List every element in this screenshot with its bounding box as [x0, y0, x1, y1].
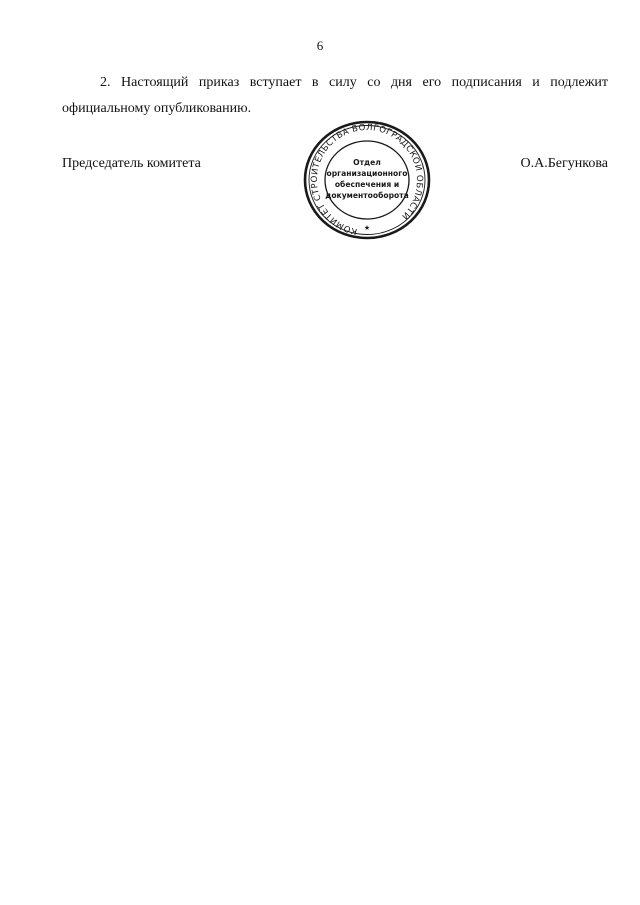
official-stamp — [297, 116, 437, 246]
signatory-name: О.А.Бегункова — [520, 156, 608, 171]
stamp-center-line: обеспечения и — [334, 180, 400, 189]
stamp-center-line: Отдел — [353, 158, 381, 167]
stamp-ring-text: КОМИТЕТ СТРОИТЕЛЬСТВА ВОЛГОГРАДСКОЙ ОБЛАСТИ — [309, 122, 425, 237]
signatory-title: Председатель комитета — [62, 156, 201, 171]
svg-text:★: ★ — [363, 224, 371, 232]
stamp-center-line: документооборота — [325, 191, 409, 200]
page-number: 6 — [316, 38, 324, 53]
order-paragraph: 2. Настоящий приказ вступает в силу со дня его подписания и подлежит официальному опубликованию. — [62, 75, 608, 116]
stamp-center-line: организационного — [326, 169, 408, 178]
